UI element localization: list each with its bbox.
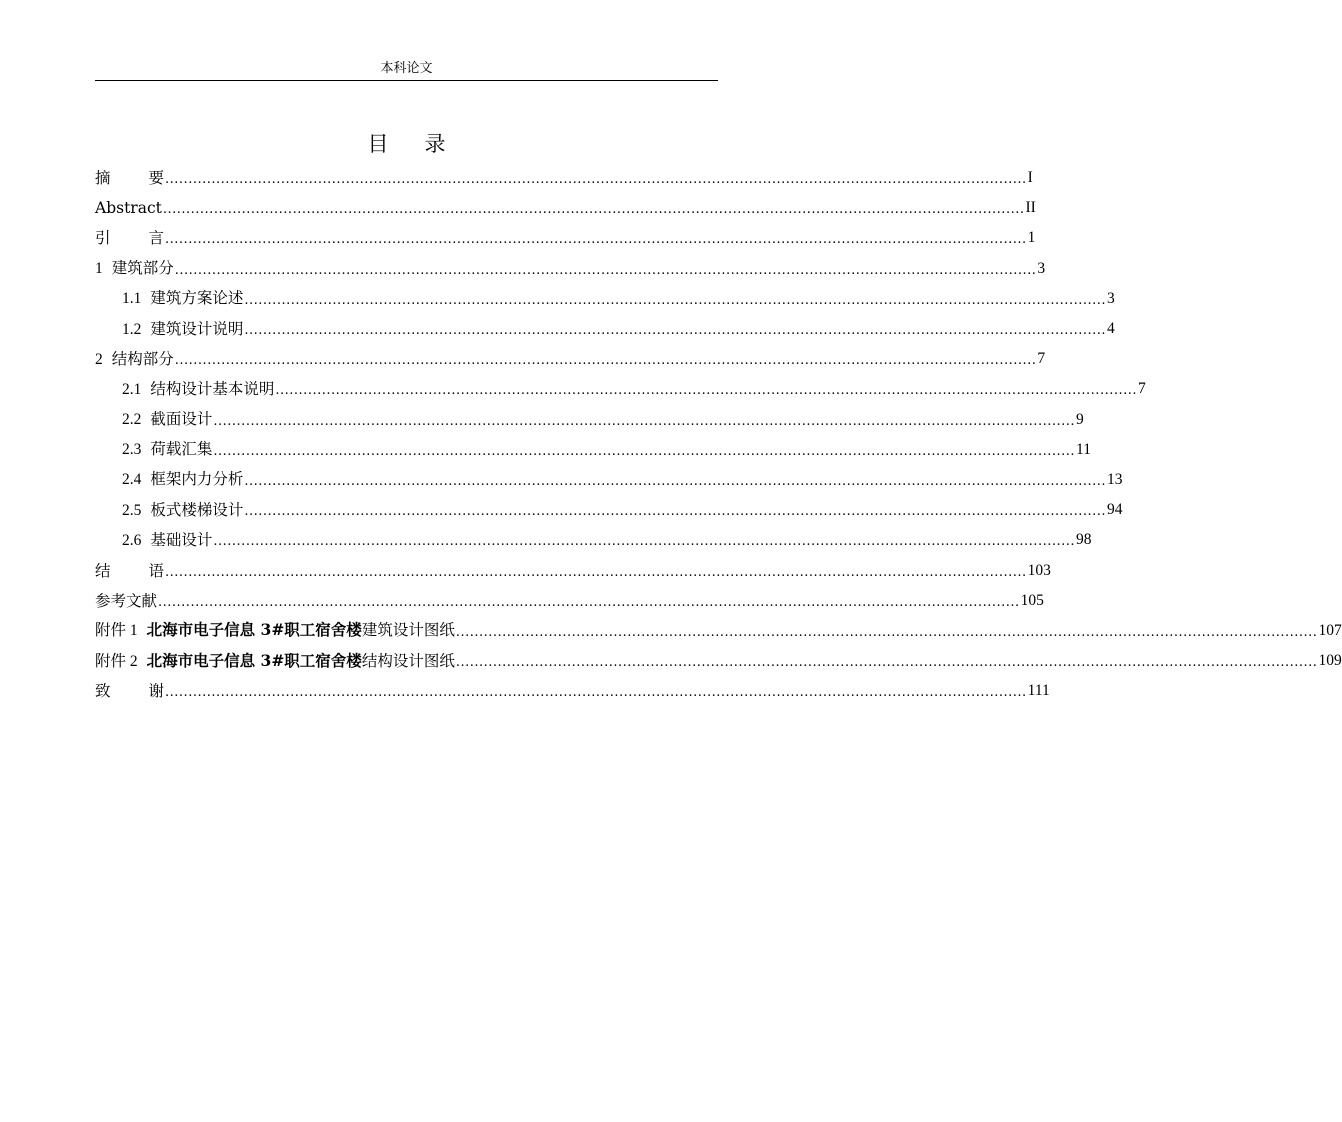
dot-leader: .......................................................................................................................................................................................... (174, 262, 1037, 278)
toc-entry-label: 1.2 建筑设计说明 (122, 319, 244, 338)
toc-entry-chapter-1[interactable] (95, 254, 1046, 284)
toc-entry-chapter-2[interactable] (95, 344, 1046, 374)
toc-entry-label: 引 言 (95, 229, 165, 248)
toc-entry-page: 4 (1107, 320, 1115, 338)
toc-entry-section-2-5[interactable] (95, 495, 1123, 525)
toc-entry-page: 9 (1076, 410, 1084, 428)
toc-entry-label: 2.4 框架内力分析 (122, 470, 244, 489)
toc-entry-label: 2.2 截面设计 (122, 410, 213, 429)
toc-entry-section-2-2[interactable] (95, 405, 1084, 435)
toc-entry-page: II (1025, 199, 1036, 217)
dot-leader: .......................................................................................................................................................................................... (455, 655, 1318, 671)
dot-leader: .......................................................................................................................................................................................... (213, 534, 1076, 550)
dot-leader: .......................................................................................................................................................................................... (244, 504, 1107, 520)
toc-entry-page: 3 (1107, 289, 1115, 307)
toc-entry-page: 11 (1076, 440, 1091, 458)
toc-entry-page: 109 (1318, 652, 1342, 670)
toc-entry-page: 107 (1318, 621, 1342, 639)
toc-entry-label: 1.1 建筑方案论述 (122, 289, 244, 308)
toc-entry-page: 7 (1037, 350, 1046, 368)
toc-entry-introduction[interactable] (95, 223, 1036, 253)
toc-entry-page: I (1027, 169, 1033, 187)
dot-leader: .......................................................................................................................................................................................... (244, 473, 1107, 489)
toc-entry-acknowledgements[interactable] (95, 676, 1050, 706)
toc-title (95, 130, 718, 158)
toc-entry-section-2-4[interactable] (95, 465, 1123, 495)
toc-entry-section-1-1[interactable] (95, 284, 1115, 314)
toc-entry-label: 附件 2 北海市电子信息 3#职工宿舍楼结构设计图纸 (95, 650, 455, 670)
toc-entry-page: 94 (1107, 501, 1123, 519)
page-header: 本科论文 (95, 60, 718, 81)
toc-entry-page: 7 (1138, 380, 1146, 398)
dot-leader: .......................................................................................................................................................................................... (165, 685, 1027, 701)
toc-entry-page: 111 (1027, 682, 1050, 700)
toc-entry-page: 13 (1107, 470, 1123, 488)
dot-leader: .......................................................................................................................................................................................... (213, 443, 1076, 459)
toc-entry-label: 参考文献 (95, 591, 158, 610)
dot-leader: .......................................................................................................................................................................................... (165, 232, 1027, 248)
toc-entry-page: 98 (1076, 531, 1092, 549)
toc-entry-appendix-2[interactable] (95, 646, 1342, 676)
toc-entry-section-1-2[interactable] (95, 314, 1115, 344)
table-of-contents (95, 163, 1342, 706)
toc-entry-label: 结 语 (95, 561, 165, 580)
toc-entry-section-2-3[interactable] (95, 435, 1091, 465)
dot-leader: .......................................................................................................................................................................................... (275, 383, 1138, 399)
dot-leader: .......................................................................................................................................................................................... (213, 413, 1076, 429)
toc-entry-label: 摘 要 (95, 169, 165, 188)
toc-entry-label: 2 结构部分 (95, 349, 174, 368)
toc-entry-label: 2.1 结构设计基本说明 (122, 379, 275, 398)
dot-leader: .......................................................................................................................................................................................... (158, 594, 1020, 610)
toc-entry-page: 105 (1020, 591, 1044, 609)
toc-title-part1: 目 (367, 132, 389, 156)
toc-entry-label: Abstract (95, 199, 162, 218)
toc-entry-label: 附件 1 北海市电子信息 3#职工宿舍楼建筑设计图纸 (95, 620, 455, 640)
dot-leader: .......................................................................................................................................................................................... (174, 353, 1037, 369)
toc-entry-section-2-1[interactable] (95, 374, 1146, 404)
toc-entry-label: 2.6 基础设计 (122, 530, 213, 549)
toc-entry-appendix-1[interactable] (95, 616, 1342, 646)
toc-entry-abstract-cn[interactable] (95, 163, 1033, 193)
toc-title-part2: 录 (424, 132, 446, 156)
toc-entry-label: 2.5 板式楼梯设计 (122, 500, 244, 519)
dot-leader: .......................................................................................................................................................................................... (162, 202, 1025, 218)
dot-leader: .......................................................................................................................................................................................... (165, 172, 1027, 188)
dot-leader: .......................................................................................................................................................................................... (165, 564, 1027, 580)
toc-entry-references[interactable] (95, 586, 1044, 616)
toc-entry-page: 3 (1037, 259, 1046, 277)
toc-entry-label: 致 谢 (95, 682, 165, 701)
toc-entry-label: 1 建筑部分 (95, 259, 174, 278)
dot-leader: .......................................................................................................................................................................................... (244, 292, 1107, 308)
toc-entry-label: 2.3 荷载汇集 (122, 440, 213, 459)
toc-entry-page: 1 (1027, 229, 1036, 247)
toc-entry-page: 103 (1027, 561, 1051, 579)
toc-entry-conclusion[interactable] (95, 555, 1051, 585)
toc-entry-section-2-6[interactable] (95, 525, 1092, 555)
dot-leader: .......................................................................................................................................................................................... (244, 323, 1107, 339)
dot-leader: .......................................................................................................................................................................................... (455, 624, 1318, 640)
toc-entry-abstract-en[interactable] (95, 193, 1036, 223)
